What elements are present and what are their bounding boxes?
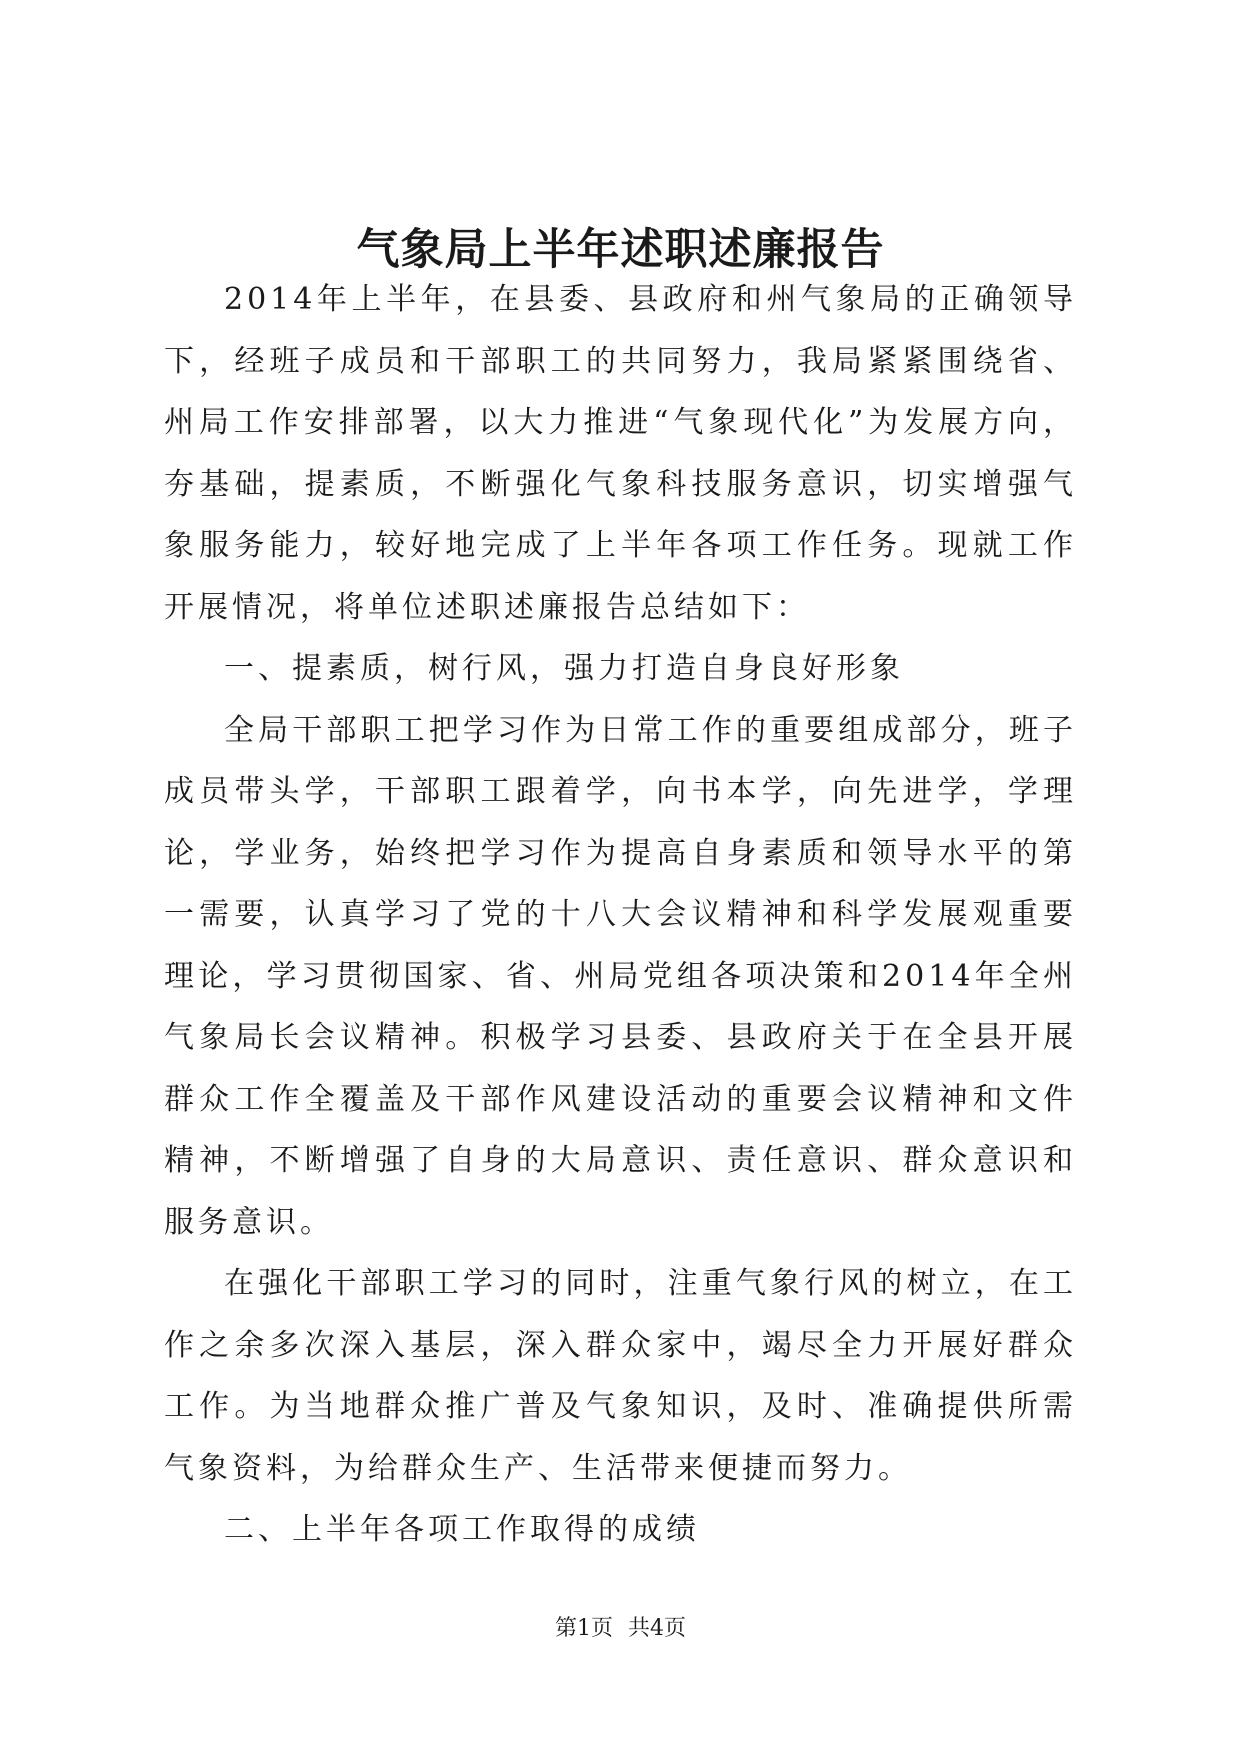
document-body: [164, 269, 1077, 1561]
document-title: 气象局上半年述职述廉报告: [356, 225, 885, 275]
paragraph-conduct: 在强化干部职工学习的同时，注重气象行风的树立，在工作之余多次深入基层，深入群众家中，竭尽全力开展好群众工作。为当地群众推广普及气象知识，及时、准确提供所需气象资料，为给群众生产、生活带来便捷而努力。: [164, 1266, 1077, 1486]
paragraph-intro: 2014年上半年，在县委、县政府和州气象局的正确领导下，经班子成员和干部职工的共同努力，我局紧紧围绕省、州局工作安排部署，以大力推进“气象现代化”为发展方向，夯基础，提素质，不断强化气象科技服务意识，切实增强气象服务能力，较好地完成了上半年各项工作任务。现就工作开展情况，将单位述职述廉报告总结如下：: [164, 282, 1077, 625]
section-heading-2: 二、上半年各项工作取得的成绩: [224, 1512, 700, 1547]
paragraph-study: 全局干部职工把学习作为日常工作的重要组成部分，班子成员带头学，干部职工跟着学，向书本学，向先进学，学理论，学业务，始终把学习作为提高自身素质和领导水平的第一需要，认真学习了党的十八大会议精神和科学发展观重要理论，学习贯彻国家、省、州局党组各项决策和2014年全州气象局长会议精神。积极学习县委、县政府关于在全县开展群众工作全覆盖及干部作风建设活动的重要会议精神和文件精神，不断增强了自身的大局意识、责任意识、群众意识和服务意识。: [164, 712, 1077, 1240]
section-heading-1: 一、提素质，树行风，强力打造自身良好形象: [224, 651, 904, 686]
page-total: 共4页: [628, 1616, 686, 1641]
page-footer: [0, 1614, 1241, 1644]
page-number: 第1页: [555, 1616, 613, 1641]
